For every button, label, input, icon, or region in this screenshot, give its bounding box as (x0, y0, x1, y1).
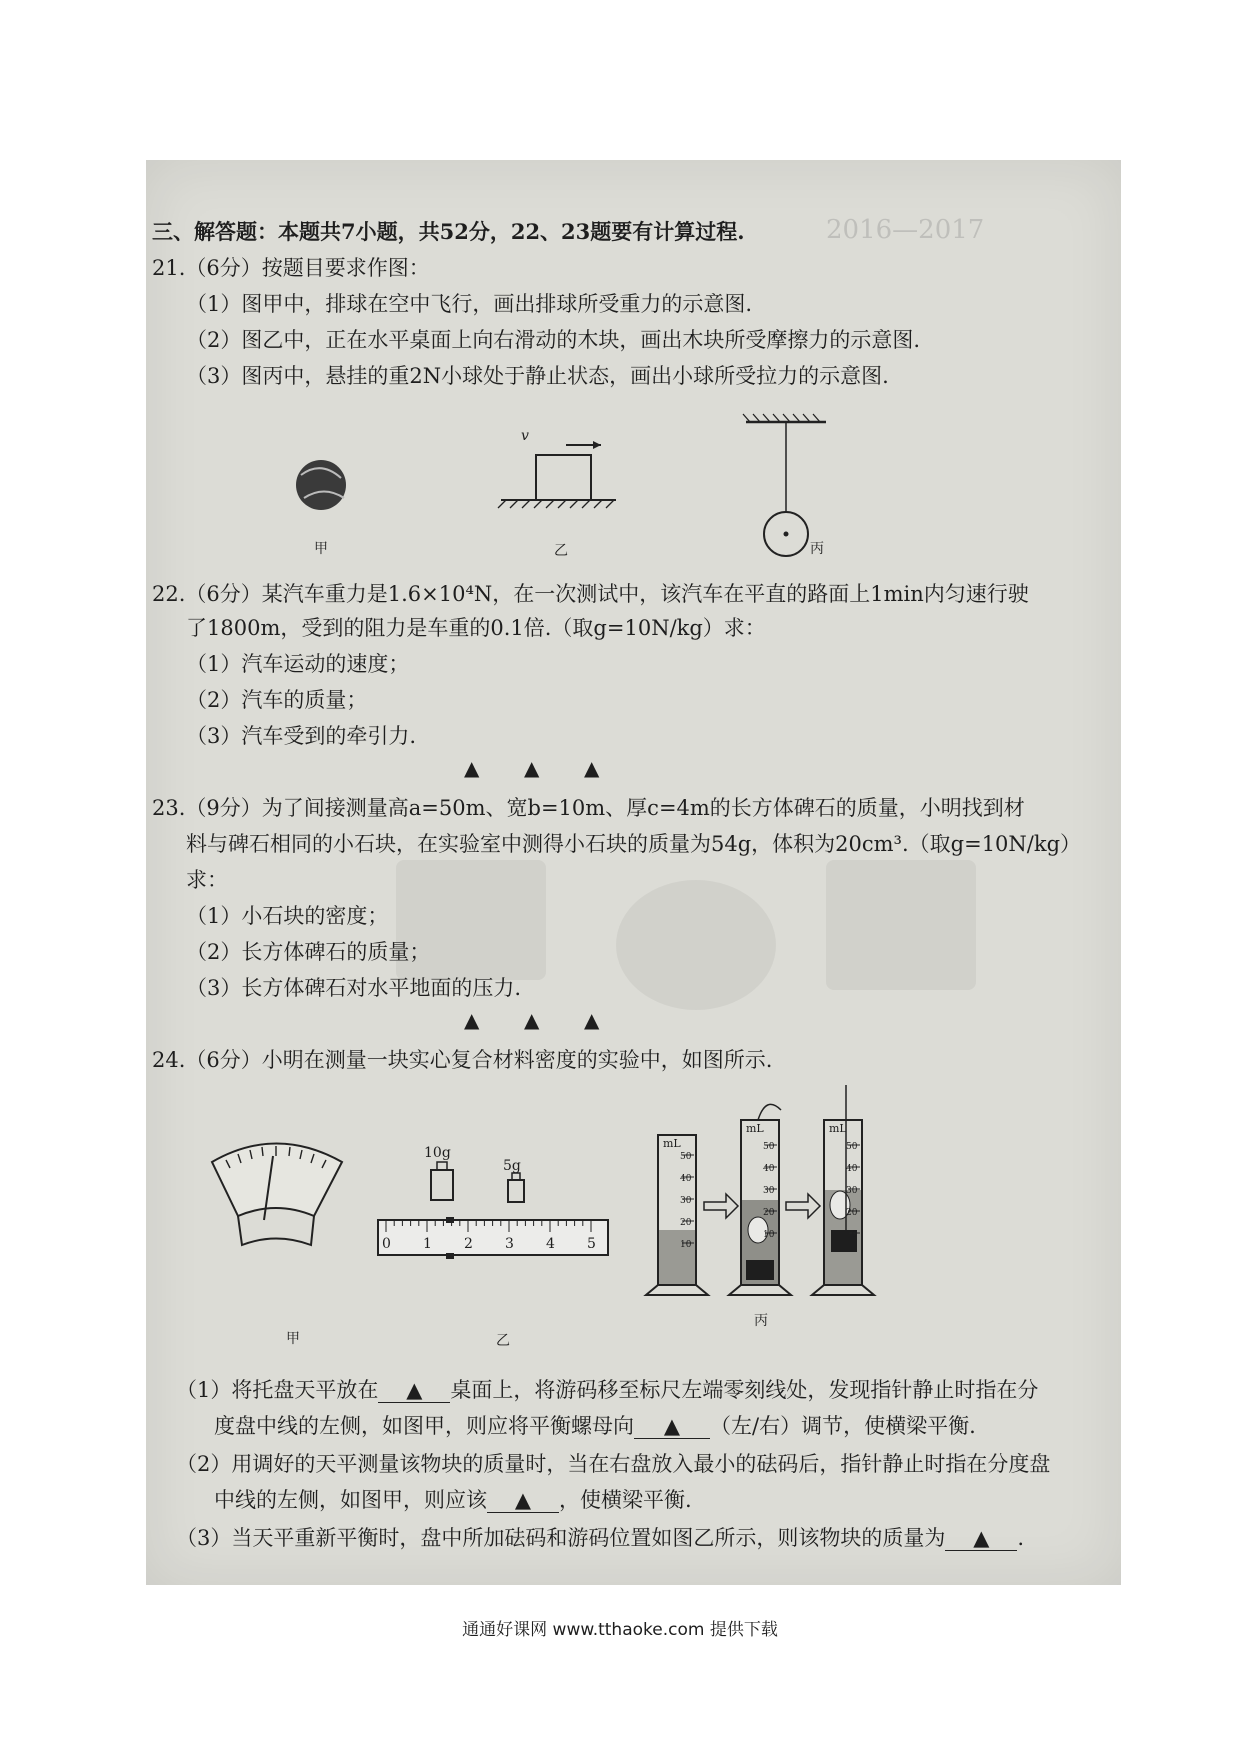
q24-item-2-cont: 中线的左侧，如图甲，则应该 ▲ ，使横梁平衡. (214, 1488, 692, 1512)
q21-item-2: （2）图乙中，正在水平桌面上向右滑动的木块，画出木块所受摩擦力的示意图. (186, 328, 921, 352)
cylinder-unit: mL (746, 1122, 764, 1135)
q21-intro: 21.（6分）按题目要求作图： (152, 256, 430, 280)
q24-item-1-cont: 度盘中线的左侧，如图甲，则应将平衡螺母向 ▲ （左/右）调节，使横梁平衡. (214, 1414, 976, 1438)
arrow-icon (704, 1194, 738, 1218)
answer-marker: ▲ (584, 756, 600, 780)
ruler-tick-label: 2 (464, 1236, 473, 1252)
q22-item-1: （1）汽车运动的速度； (186, 652, 410, 676)
cylinder-tick-label: 40 (763, 1164, 775, 1174)
graduated-cylinder-3 (812, 1085, 874, 1295)
q24-item-3: （3）当天平重新平衡时，盘中所加砝码和游码位置如图乙所示，则该物块的质量为 ▲ . (176, 1526, 1025, 1550)
fig-label-jia: 甲 (286, 1331, 300, 1347)
cylinder-tick-label: 40 (680, 1174, 692, 1184)
q23-item-2: （2）长方体碑石的质量； (186, 940, 431, 964)
answer-blank[interactable]: ▲ (634, 1414, 710, 1439)
answer-marker: ▲ (524, 756, 540, 780)
answer-blank[interactable]: ▲ (378, 1378, 450, 1403)
exam-sheet (146, 160, 1121, 1585)
fig-label-yi: 乙 (554, 543, 568, 559)
cylinder-tick-label: 30 (680, 1196, 692, 1206)
q22-intro-2: 了1800m，受到的阻力是车重的0.1倍.（取g=10N/kg）求： (186, 616, 766, 640)
balance-scale-icon (212, 1144, 342, 1217)
q22-item-3: （3）汽车受到的牵引力. (186, 724, 417, 748)
cylinder-tick-label: 50 (680, 1152, 692, 1162)
answer-marker: ▲ (584, 1008, 600, 1032)
answer-marker: ▲ (524, 1008, 540, 1032)
q21-item-3: （3）图丙中，悬挂的重2N小球处于静止状态，画出小球所受拉力的示意图. (186, 364, 889, 388)
q23-item-1: （1）小石块的密度； (186, 904, 389, 928)
cylinder-tick-label: 20 (846, 1208, 858, 1218)
ruler-tick-label: 3 (505, 1236, 514, 1252)
weight-label-10g: 10g (424, 1145, 451, 1161)
answer-blank[interactable]: ▲ (487, 1488, 559, 1513)
footer-credit: 通通好课网 www.tthaoke.com 提供下载 (462, 1620, 778, 1640)
fig-label-yi: 乙 (496, 1333, 510, 1349)
cylinder-tick-label: 50 (846, 1142, 858, 1152)
cylinder-tick-label: 30 (763, 1186, 775, 1196)
cylinder-tick-label: 50 (763, 1142, 775, 1152)
cylinder-tick-label: 30 (846, 1186, 858, 1196)
weight-10g-icon (431, 1170, 453, 1200)
ruler-tick-label: 1 (423, 1236, 432, 1252)
section-title: 三、解答题：本题共7小题，共52分，22、23题要有计算过程. (152, 219, 745, 244)
cylinder-tick-label: 20 (763, 1208, 775, 1218)
fig-label-jia: 甲 (314, 541, 328, 557)
cylinder-tick-label: 20 (680, 1218, 692, 1228)
graduated-cylinder-1 (646, 1135, 708, 1295)
velocity-label: v (521, 428, 529, 444)
q22-intro: 22.（6分）某汽车重力是1.6×10⁴N，在一次测试中，该汽车在平直的路面上1min内匀速行驶 (152, 582, 1029, 606)
cylinder-unit: mL (829, 1122, 847, 1135)
q21-item-1: （1）图甲中，排球在空中飞行，画出排球所受重力的示意图. (186, 292, 753, 316)
weight-label-5g: 5g (503, 1158, 521, 1174)
fig-label-bing: 丙 (754, 1313, 768, 1329)
q23-intro: 23.（9分）为了间接测量高a=50m、宽b=10m、厚c=4m的长方体碑石的质量，小明找到材 (152, 796, 1025, 820)
q24-item-2: （2）用调好的天平测量该物块的质量时，当在右盘放入最小的砝码后，指针静止时指在分度盘 (176, 1452, 1051, 1476)
fig-label-bing: 丙 (810, 541, 824, 557)
q24-intro: 24.（6分）小明在测量一块实心复合材料密度的实验中，如图所示. (152, 1048, 773, 1072)
q23-intro-2: 料与碑石相同的小石块，在实验室中测得小石块的质量为54g，体积为20cm³.（取g=10N/kg） (186, 832, 1082, 856)
arrow-icon (786, 1194, 820, 1218)
q23-intro-3: 求： (186, 868, 228, 892)
cylinder-unit: mL (663, 1137, 681, 1150)
answer-marker: ▲ (464, 1008, 480, 1032)
answer-marker: ▲ (464, 756, 480, 780)
ruler-tick-label: 5 (587, 1236, 596, 1252)
cylinder-tick-label: 10 (846, 1230, 858, 1240)
q24-item-1: （1）将托盘天平放在 ▲ 桌面上，将游码移至标尺左端零刻线处，发现指针静止时指在分 (176, 1378, 1039, 1402)
q22-item-2: （2）汽车的质量； (186, 688, 368, 712)
ruler-tick-label: 0 (382, 1236, 391, 1252)
q24-figures (146, 160, 1121, 1585)
ruler-tick-label: 4 (546, 1236, 555, 1252)
weight-5g-icon (508, 1180, 524, 1202)
q23-item-3: （3）长方体碑石对水平地面的压力. (186, 976, 522, 1000)
answer-blank[interactable]: ▲ (945, 1526, 1017, 1551)
cylinder-tick-label: 40 (846, 1164, 858, 1174)
cylinder-tick-label: 10 (680, 1240, 692, 1250)
cylinder-tick-label: 10 (763, 1230, 775, 1240)
ghost-header: 2016—2017 (826, 215, 985, 245)
